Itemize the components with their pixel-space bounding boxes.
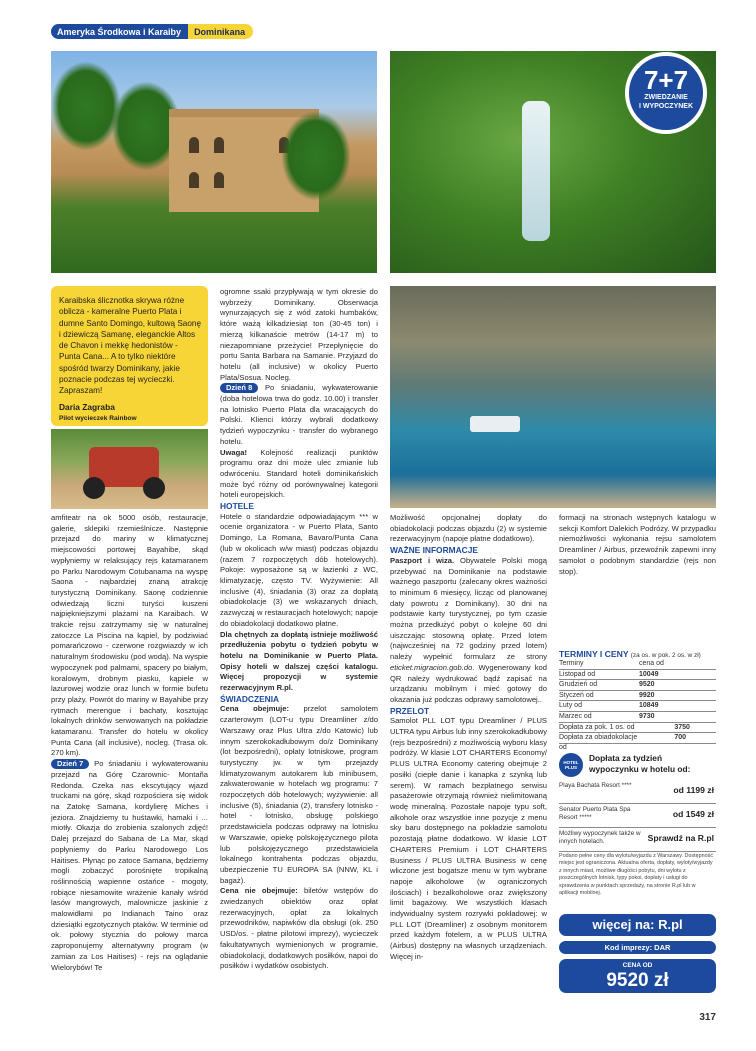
photo-cave-lagoon [390, 286, 716, 508]
term: Luty od [559, 702, 582, 710]
icon-line2: PLUS [564, 765, 577, 770]
price-value: 9520 zł [606, 970, 669, 991]
hotel-plus-title: Dopłata za tydzień wypoczynku w hotelu od: [589, 753, 691, 774]
passport-label: Paszport i wiza. [390, 555, 455, 565]
hotels-extension-text: Dla chętnych za dopłatą istnieje możliwość przedłużenia pobytu o tydzień pobytu w hotelu na Dominikanie w Puerto Plata. Opisy hoteli w dalszej części katalogu. Więcej propozycji w systemie rezerwacyjnym R.pl. [220, 629, 378, 693]
breadcrumb [51, 24, 253, 39]
price-excludes [220, 886, 378, 972]
photo-colonial-building [51, 51, 377, 273]
term: Listopad od [559, 670, 596, 678]
table-row [559, 680, 716, 691]
term: Dopłata za pok. 1 os. od [559, 723, 635, 731]
excludes-label: Cena nie obejmuje: [220, 886, 298, 896]
term: Grudzień od [559, 681, 598, 689]
prices-subtitle: (za os. w pok. 2 os. w zł) [630, 652, 701, 659]
table-row [559, 691, 716, 702]
day-badge: Dzień 7 [51, 759, 89, 769]
includes-text: przelot samolotem czarterowym (LOT-u typu Dreamliner z/do Warszawy oraz Plus Ultra z/do Katowic) lub innym szerokokadłubowym do/z Dominikany (lot bezpośredni), opłaty lotniskowe, program turystyczny jw. w tym przejazdy klimatyzowanym autokarem lub minibusem, zakwaterowanie w hotelach wg programu: 7 rozpoczętych dób hotelowych; wyżywienie: all inclusive (5), śniadania (2), transfery lotnisko - hotel - lotnisko, obsługę polskiego przedstawiciela podczas odprawy na lotnisku w Warszawie, opiekę polskojęzycznego pilota lub polskojęzycznego przedstawiciela lokalnego kontrahenta podczas objazdu, ubezpieczenie TU EUROPA SA (NNW, KL i bagaż). [220, 704, 378, 885]
excludes-text: biletów wstępów do zwiedzanych obiektów oraz opłat rezerwacyjnych, opłat za lokalnych przewodników, napiwków dla obsługi (ok. 250 USD/os. - płatne pilotowi imprezy), wycieczek fakultatywnych wymienionych w programie, obiadokolacji, dodatkowych posiłków, napoi do posiłków i wydatków osobistych. [220, 886, 378, 971]
tour-code: Kod imprezy: DAR [559, 941, 716, 954]
day-badge: Dzień 8 [220, 383, 258, 393]
price: 9920 [639, 691, 655, 699]
prices-title [559, 649, 716, 659]
badge-line2: I WYPOCZYNEK [638, 103, 694, 110]
quote-author: Daria Zagraba [59, 401, 115, 412]
hotels-text: Hotele o standardzie odpowiadającym *** w ocenie organizatora - w Puerto Plata, Santo Domingo, La Romana, Bavaro/Punta Cana (lub w okolicach w/w miast) podczas objazdu (razem 7 rozpoczętych dób hotelowych). Pokoje: wyposażone są w łazienki z WC, klimatyzację, często TV. Wyżywienie: All inclusive (4), śniadania (3) oraz za dopłatą obiadokolacje (3) we wskazanych dniach, zazwyczaj w restauracjach hotelowych; napoje do obiadokolacji dodatkowo płatne. [220, 511, 378, 628]
price: 10849 [639, 702, 659, 710]
program-text: ogromne ssaki przypływają w tym okresie do wybrzeży Dominikany. Obserwacja wynurzających się z wód zatoki humbaków, które ważą kilkadziesiąt ton (30-45 ton) i mierzą kilkanaście metrów (14-17 m) to niezapomniane przeżycie! Przepłynięcie do portu Santa Barbara na Samanie. Przyjazd do hotelu (all inclusive) w okolicy Puerto Plata/Sosua. Nocleg. [220, 287, 378, 382]
passport-text: Obywatele Polski mogą przebywać na Dominikanie na podstawie ważnego paszportu (zalecany okres ważności to minimum 6 miesięcy, licząc od planowanej daty powrotu z Dominikany). 30 dni na podstawie karty turystycznej, po tym czasie można przedłużyć pobyt o kolejne 60 dni uiszczając stosowną opłatę. Przed lotem (najwcześniej na 72 godziny przed lotem) należy wypełnić formularz ze strony [390, 555, 547, 662]
table-row-extra [559, 733, 716, 751]
dates-prices-table [559, 649, 716, 751]
eticket-link[interactable]: eticket.migracion.gob.do [390, 662, 473, 672]
hotel-name: Możliwy wypoczynek także w innych hotelach. [559, 830, 641, 845]
section-heading-important: WAŻNE INFORMACJE [390, 545, 478, 556]
column-4 [559, 513, 716, 577]
waterfall [522, 101, 550, 241]
badge-line1: ZWIEDZANIE [644, 94, 688, 101]
passport-paragraph [390, 556, 547, 706]
quote-text: Karaibska ślicznotka skrywa różne oblicza - kameralne Puerto Plata i dumne Santo Domingo, kultową Saonę i dziewiczą Samanę, eleganckie Altos de Chavon i mekkę hedonistów - Punta Cana... A to tylko niektóre spośród twarzy Dominikany, jakie poznacie podczas tej wycieczki. Zapraszam! [59, 296, 202, 396]
price: 9520 [639, 681, 655, 689]
term: Dopłata za obiadokolacje od [559, 734, 638, 751]
page-number: 317 [699, 1012, 716, 1023]
price: 9730 [639, 712, 655, 720]
section-heading-flight: PRZELOT [390, 705, 430, 716]
price: 10049 [639, 670, 659, 678]
day7-text: Po śniadaniu i wykwaterowaniu przejazd na Górę Czarownic- Montaña Redonda. Czeka nas ekscytujący wjazd truckami na górę, skąd rozpościera się widok na Zatokę Samana, kordylierę Miches i jeziora. Znajdziemy tu huśtawki, hamaki i ... miotły. Okazja do zrobienia szalonych zdjęć! Dalej przejazd do Sabana de La Mar, skąd popłyniemy do Parku Narodowego Los Haitises. Płynąc po zatoce Samana, będziemy mogli zobaczyć porośnięte tropikalną roślinnością wapienne ostańce - mogoty, robiące niesamowite wrażenie kanały wśród lasów mangrowych, malownicze jaskinie z malowidłami po Indianach Taino oraz dziesiątki egzotycznych ptaków. W terminie od ok. połowy stycznia do połowy marca zaproponujemy alternatywny program (w zamian za Los Haitises) - rejs na oglądanie Wielorybów! Te [51, 759, 208, 972]
prices-title-text: TERMINY I CENY [559, 649, 629, 659]
photo-buggy [51, 429, 208, 509]
badge-number: 7+7 [643, 65, 689, 95]
check-link[interactable]: Sprawdź na R.pl [647, 833, 714, 843]
column-2 [220, 287, 378, 972]
section-heading-services: ŚWIADCZENIA [220, 693, 280, 704]
table-row [559, 670, 716, 681]
price: 700 [674, 734, 687, 742]
column-3 [390, 513, 547, 963]
hotel-row[interactable] [559, 803, 716, 828]
price-note: Podano pełne ceny dla wylotu/wyjazdu z Warszawy. Dostępność miejsc jest ograniczona. Aktualna oferta, dopłaty, wyloty/wyjazdy z innych miast, możliwe długości pobytu, dni wylotu z poszczególnych lotnisk, typy pokoi, dopłaty i usługi do sprawdzenia w punktach sprzedaży, na stronie R.pl lub w aplikacji mobilnej. [559, 853, 714, 897]
notice-label: Uwaga! [220, 447, 248, 457]
hotel-price: od 1199 zł [673, 785, 714, 795]
table-row [559, 712, 716, 723]
term: Marzec od [559, 712, 592, 720]
country-tag[interactable]: Dominikana [188, 24, 253, 39]
dinner-option-text: Możliwość opcjonalnej dopłaty do obiadokolacji podczas objazdu (2) w systemie rezerwacyjnym (napoje płatne dodatkowo). [390, 513, 547, 544]
region-tag[interactable]: Ameryka Środkowa i Karaiby [51, 24, 188, 39]
day8-text: Po śniadaniu, wykwaterowanie (doba hotelowa trwa do godz. 10.00) i transfer na lotnisko Puerto Plata dla wracających do Polski. Klienci którzy wybrali dodatkowy tydzień wypoczynku - transfer do wybranego hotelu. [220, 383, 378, 446]
table-row-extra [559, 723, 716, 734]
section-heading-hotels: HOTELE [220, 501, 254, 512]
hotel-row[interactable] [559, 779, 716, 804]
term: Styczeń od [559, 691, 594, 699]
more-info-button[interactable]: więcej na: R.pl [559, 914, 716, 936]
price-box [559, 959, 716, 993]
passport-text-end: . Wygenerowany kod QR należy wydrukować bądź zapisać na urządzaniu mobilnym i mieć gotowy do okazania już podczas odprawy samolotowej.. [390, 662, 547, 704]
quote-role: Pilot wycieczek Rainbow [59, 414, 137, 422]
hotel-name: Playa Bachata Resort **** [559, 782, 632, 789]
notice-text: Kolejność realizacji punktów programu oraz dni może ulec zmianie lub odwróceniu. Standard hoteli dominikańskich może być różny od porównywalnej kategorii hoteli europejskich. [220, 447, 378, 500]
flight-text: Samolot PLL LOT typu Dreamliner / PLUS ULTRA typu Airbus lub inny szerokokadłubowy (rejs bezpośredni) z możliwością wyboru klasy podróży. W klasie LOT CHARTERS Economy/ PLUS ULTRA Economy catering obejmuje 2 posiłki (ciepłe danie i kanapka z szynką lub serem). W ramach bezpłatnego serwisu pasażerowie otrzymają również nielimitowaną wodę mineralną. Pozostałe napoje typu soft, alkohole oraz wszystkie inne pozycje z menu sky baru dostępnego na pokładzie samolotu pozostają płatne dodatkowo. W klasie LOT CHARTERS Premium i LOT CHARTERS Business / PLUS ULTRA Business w cenę wliczone jest bogatsze menu w tym wybrane napoje alkoholowe (w ograniczonych ilościach) i bezalkoholowe oraz zwiększony limit bagażowy. We wszystkich klasach indywidualny system rozrywki pokładowej: w PLL LOT (Dreamliner) z osobnym monitorem przed każdym fotelem, a w PLUS ULTRA (Airbus) dostępny na własnych urządzeniach. Więcej in- [390, 716, 547, 961]
palm-tree [281, 111, 351, 201]
boat [470, 416, 520, 432]
table-row [559, 701, 716, 712]
program-text: amfiteatr na ok 5000 osób, restauracje, galerie, sklepiki rzemieślnicze. Następnie przejazd do mariny w klimatycznej miejscowości portowej Bayahibe, skąd wypłyniemy w relaksujący rejs katamaranem po Parku Narodowym Cotubanama na wyspę Saona - najbardziej znaną atrakcję turystyczną Dominikany. Saonę codziennie odwiedzają liczni turyści kuszeni najpiękniejszymi plażami na Karaibach. W trakcie rejsu zatrzymamy się w naturalnej zatoczce La Piscina na kąpiel, by podziwiać pomarańczowo - czerwone rozgwiazdy w ich naturalnym środowisku (pod wodą). Na wyspie wypoczynek pod palmami, spacery po białym, koralowym, drobnym piasku, kąpiele w lazurowej wodzie oraz lunch w formie bufetu przy plaży. Powrót do mariny w Bayahibe przy rytmach merengue i bachaty, kosztując lokalnych drinków serwowanych na pokładzie katamaranu. Transfer do hotelu w okolicy Punta Cana (all inclusive), nocleg. (Trasa ok. 270 km). [51, 513, 209, 758]
hotel-name: Senator Puerto Plata Spa Resort ***** [559, 806, 631, 821]
flight-text-continued: formacji na stronach wstępnych katalogu w sekcji Komfort Dalekich Podróży. W przypadku niemożliwości wykonania rejsu samolotem Dreamliner / Airbus, przewoźnik zapewni inny samolot o podobnym standardzie (rejs non stop). [559, 513, 716, 576]
column-1 [51, 513, 208, 973]
price-label: CENA OD [622, 962, 653, 969]
col-header-term: Terminy [559, 660, 584, 667]
price-includes [220, 704, 378, 886]
offer-badge [625, 52, 707, 134]
col-header-price: cena od [639, 660, 664, 667]
includes-label: Cena obejmuje: [220, 704, 289, 714]
guide-quote [51, 286, 208, 426]
day7-paragraph [51, 759, 208, 973]
notice-paragraph [220, 448, 378, 502]
hotel-price: od 1549 zł [672, 809, 714, 819]
price: 3750 [674, 723, 690, 731]
hotel-plus-icon [559, 753, 583, 777]
table-header-row [559, 659, 716, 670]
day8-paragraph [220, 383, 378, 447]
icon-line1: HOTEL [563, 760, 579, 765]
hotel-row[interactable] [559, 827, 716, 852]
